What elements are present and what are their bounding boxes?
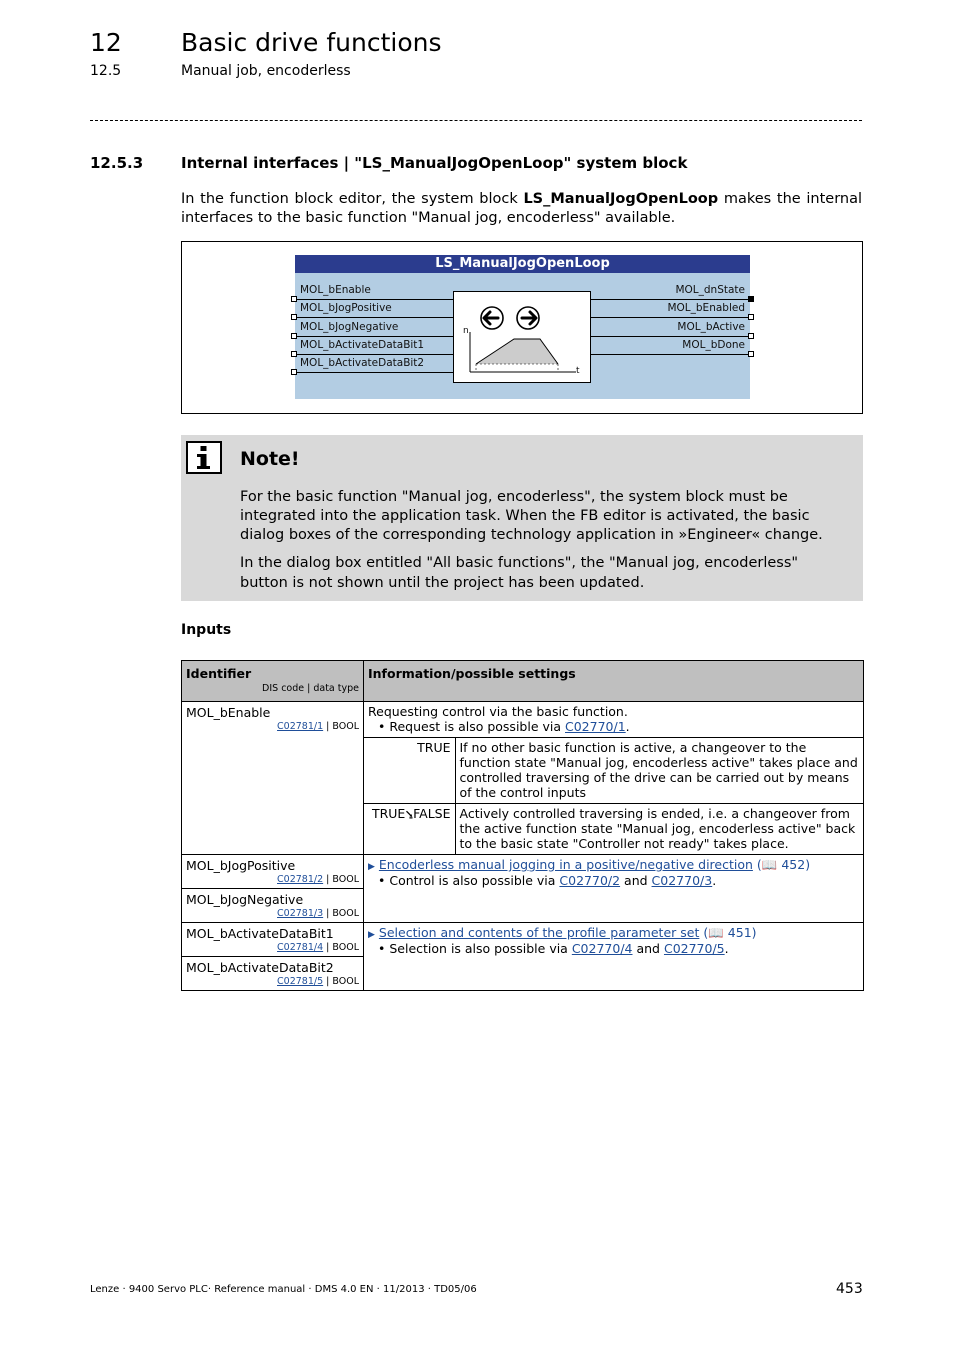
book-icon: 📖	[761, 857, 778, 872]
info-bullet: • Control is also possible via C02770/2 and C02770/3.	[378, 873, 717, 888]
triangle-right-icon: ▶	[368, 862, 375, 872]
param-link[interactable]: C02770/5	[663, 941, 725, 956]
input-line	[295, 317, 453, 318]
data-type: BOOL	[332, 721, 359, 732]
intro-block-name: LS_ManualJogOpenLoop	[523, 191, 719, 207]
output-line	[591, 354, 750, 355]
output-label-bdone: MOL_bDone	[682, 339, 745, 351]
info-icon-glyph	[188, 443, 219, 471]
header-divider	[90, 120, 862, 121]
identifier-code: C02781/2 | BOOL	[277, 874, 359, 885]
output-pin	[748, 296, 754, 302]
page-number: 452	[781, 857, 806, 872]
input-label-benable: MOL_bEnable	[300, 284, 371, 296]
output-line	[591, 299, 750, 300]
output-line	[591, 336, 750, 337]
dis-code-link[interactable]: C02781/3	[277, 908, 324, 919]
cross-reference-link[interactable]: Encoderless manual jogging in a positive/negative direction	[378, 857, 753, 872]
book-icon: 📖	[708, 925, 724, 940]
chapter-number: 12	[90, 28, 122, 57]
identifier-cell	[182, 957, 364, 991]
output-label-benabled: MOL_bEnabled	[667, 302, 745, 314]
input-pin	[291, 333, 297, 339]
param-link[interactable]: C02770/2	[559, 873, 621, 888]
intro-text-after: makes the internal interfaces to the basic function "Manual jog, encoderless" available.	[181, 191, 862, 226]
param-link[interactable]: C02770/1	[565, 719, 626, 734]
value-row	[364, 738, 863, 804]
data-type: BOOL	[332, 908, 359, 919]
input-pin	[291, 369, 297, 375]
subsection-number: 12.5.3	[90, 154, 144, 172]
bullet-post: .	[712, 873, 717, 888]
info-cell	[364, 702, 864, 855]
identifier-cell	[182, 889, 364, 923]
identifier-cell	[182, 855, 364, 889]
value-description: Actively controlled traversing is ended, i.e. a changeover from the active function state "Manual jog, encoderless active" back to the basic state "Controller not ready" takes place.	[455, 804, 863, 855]
bullet-post: .	[724, 941, 729, 956]
page-reference[interactable]: (📖 452)	[756, 857, 811, 872]
table-row	[182, 702, 864, 855]
input-label-bactivatedatabit2: MOL_bActivateDataBit2	[300, 357, 425, 369]
note-paragraph-2: In the dialog box entitled "All basic functions", the "Manual jog, encoderless" button is not shown until the project has been updated.	[240, 555, 799, 591]
output-pin	[748, 314, 754, 320]
info-link-line	[368, 857, 859, 873]
footer-text: Lenze · 9400 Servo PLC· Reference manual · DMS 4.0 EN · 11/2013 · TD05/06	[90, 1284, 477, 1295]
system-block-title: LS_ManualJogOpenLoop	[295, 255, 750, 273]
info-bullet: • Request is also possible via C02770/1.	[378, 719, 630, 734]
intro-text-before: In the function block editor, the system block	[181, 191, 524, 207]
info-cell	[364, 855, 864, 923]
info-bullet: • Selection is also possible via C02770/4 and C02770/5.	[378, 941, 729, 956]
param-link[interactable]: C02770/4	[571, 941, 633, 956]
header-identifier-label: Identifier	[186, 666, 252, 681]
dis-code-link[interactable]: C02781/5	[277, 976, 324, 987]
note-box	[181, 435, 863, 601]
jog-symbol	[453, 291, 591, 383]
note-paragraph-1: For the basic function "Manual jog, encoderless", the system block must be integrated into the application task. When the FB editor is activated, the basic dialog boxes of the corresponding technology application in »Engineer« change.	[240, 489, 823, 543]
header-identifier-sub: DIS code | data type	[262, 683, 359, 694]
identifier-name: MOL_bActivateDataBit2	[186, 960, 334, 975]
page-reference[interactable]: (📖 451)	[703, 925, 757, 940]
identifier-code: C02781/3 | BOOL	[277, 908, 359, 919]
info-link-line	[368, 925, 859, 941]
dis-code-link[interactable]: C02781/4	[277, 942, 324, 953]
value-label: TRUE	[364, 738, 455, 804]
output-line	[591, 317, 750, 318]
output-pin	[748, 333, 754, 339]
identifier-code: C02781/4 | BOOL	[277, 942, 359, 953]
output-label-bactive: MOL_bActive	[677, 321, 745, 333]
input-line	[295, 354, 453, 355]
value-label: TRUE⭸FALSE	[364, 804, 455, 855]
table-row	[182, 855, 864, 889]
bullet-text: Request is also possible via	[389, 719, 565, 734]
header-info-label: Information/possible settings	[368, 666, 576, 681]
subsection-title: Internal interfaces | "LS_ManualJogOpenLoop" system block	[181, 154, 688, 172]
identifier-name: MOL_bEnable	[186, 705, 271, 720]
identifier-name: MOL_bJogPositive	[186, 858, 296, 873]
inputs-table	[181, 660, 864, 991]
input-line	[295, 299, 453, 300]
page-number-footer: 453	[836, 1281, 863, 1297]
input-pin	[291, 314, 297, 320]
section-title: Manual job, encoderless	[181, 63, 351, 79]
arrow-left-icon	[481, 307, 503, 329]
param-link[interactable]: C02770/3	[651, 873, 713, 888]
jog-symbol-graphic	[454, 292, 590, 382]
inputs-heading: Inputs	[181, 622, 232, 638]
system-block	[295, 255, 750, 399]
input-line	[295, 336, 453, 337]
input-label-bjogpositive: MOL_bJogPositive	[300, 302, 392, 314]
bullet-mid: and	[632, 941, 664, 956]
identifier-code: C02781/5 | BOOL	[277, 976, 359, 987]
table-header-row	[182, 661, 864, 702]
info-cell	[364, 923, 864, 991]
input-line	[295, 372, 453, 373]
page-number: 451	[727, 925, 752, 940]
input-pin	[291, 296, 297, 302]
bullet-post: .	[625, 719, 630, 734]
function-block-figure	[181, 241, 863, 414]
identifier-cell	[182, 923, 364, 957]
cross-reference-link[interactable]: Selection and contents of the profile parameter set	[378, 925, 700, 940]
header-info	[364, 661, 864, 702]
output-label-dnstate: MOL_dnState	[675, 284, 745, 296]
bullet-mid: and	[620, 873, 652, 888]
data-type: BOOL	[332, 942, 359, 953]
identifier-cell	[182, 702, 364, 855]
data-type: BOOL	[332, 976, 359, 987]
axis-label-t: t	[576, 366, 580, 376]
value-description: If no other basic function is active, a changeover to the function state "Manual jog, encoderless active" takes place and controlled traversing of the drive can be carried out by means of the control inputs	[455, 738, 863, 804]
bullet-text: Selection is also possible via	[389, 941, 572, 956]
value-table	[364, 737, 863, 854]
data-type: BOOL	[332, 874, 359, 885]
info-text: Requesting control via the basic function.	[368, 704, 628, 719]
identifier-code: C02781/1 | BOOL	[277, 721, 359, 732]
table-row	[182, 923, 864, 957]
info-icon	[186, 441, 222, 474]
input-pin	[291, 351, 297, 357]
identifier-name: MOL_bJogNegative	[186, 892, 304, 907]
value-row	[364, 804, 863, 855]
identifier-name: MOL_bActivateDataBit1	[186, 926, 334, 941]
section-number: 12.5	[90, 63, 122, 79]
intro-paragraph	[181, 190, 862, 228]
dis-code-link[interactable]: C02781/2	[277, 874, 324, 885]
axis-label-n: n	[463, 326, 469, 336]
arrow-right-icon	[517, 307, 539, 329]
header-identifier	[182, 661, 364, 702]
bullet-text: Control is also possible via	[389, 873, 560, 888]
chapter-title: Basic drive functions	[181, 28, 442, 57]
input-label-bactivatedatabit1: MOL_bActivateDataBit1	[300, 339, 425, 351]
output-pin	[748, 351, 754, 357]
note-title: Note!	[240, 448, 300, 470]
dis-code-link[interactable]: C02781/1	[277, 721, 324, 732]
triangle-right-icon: ▶	[368, 930, 375, 940]
input-label-bjognegative: MOL_bJogNegative	[300, 321, 399, 333]
